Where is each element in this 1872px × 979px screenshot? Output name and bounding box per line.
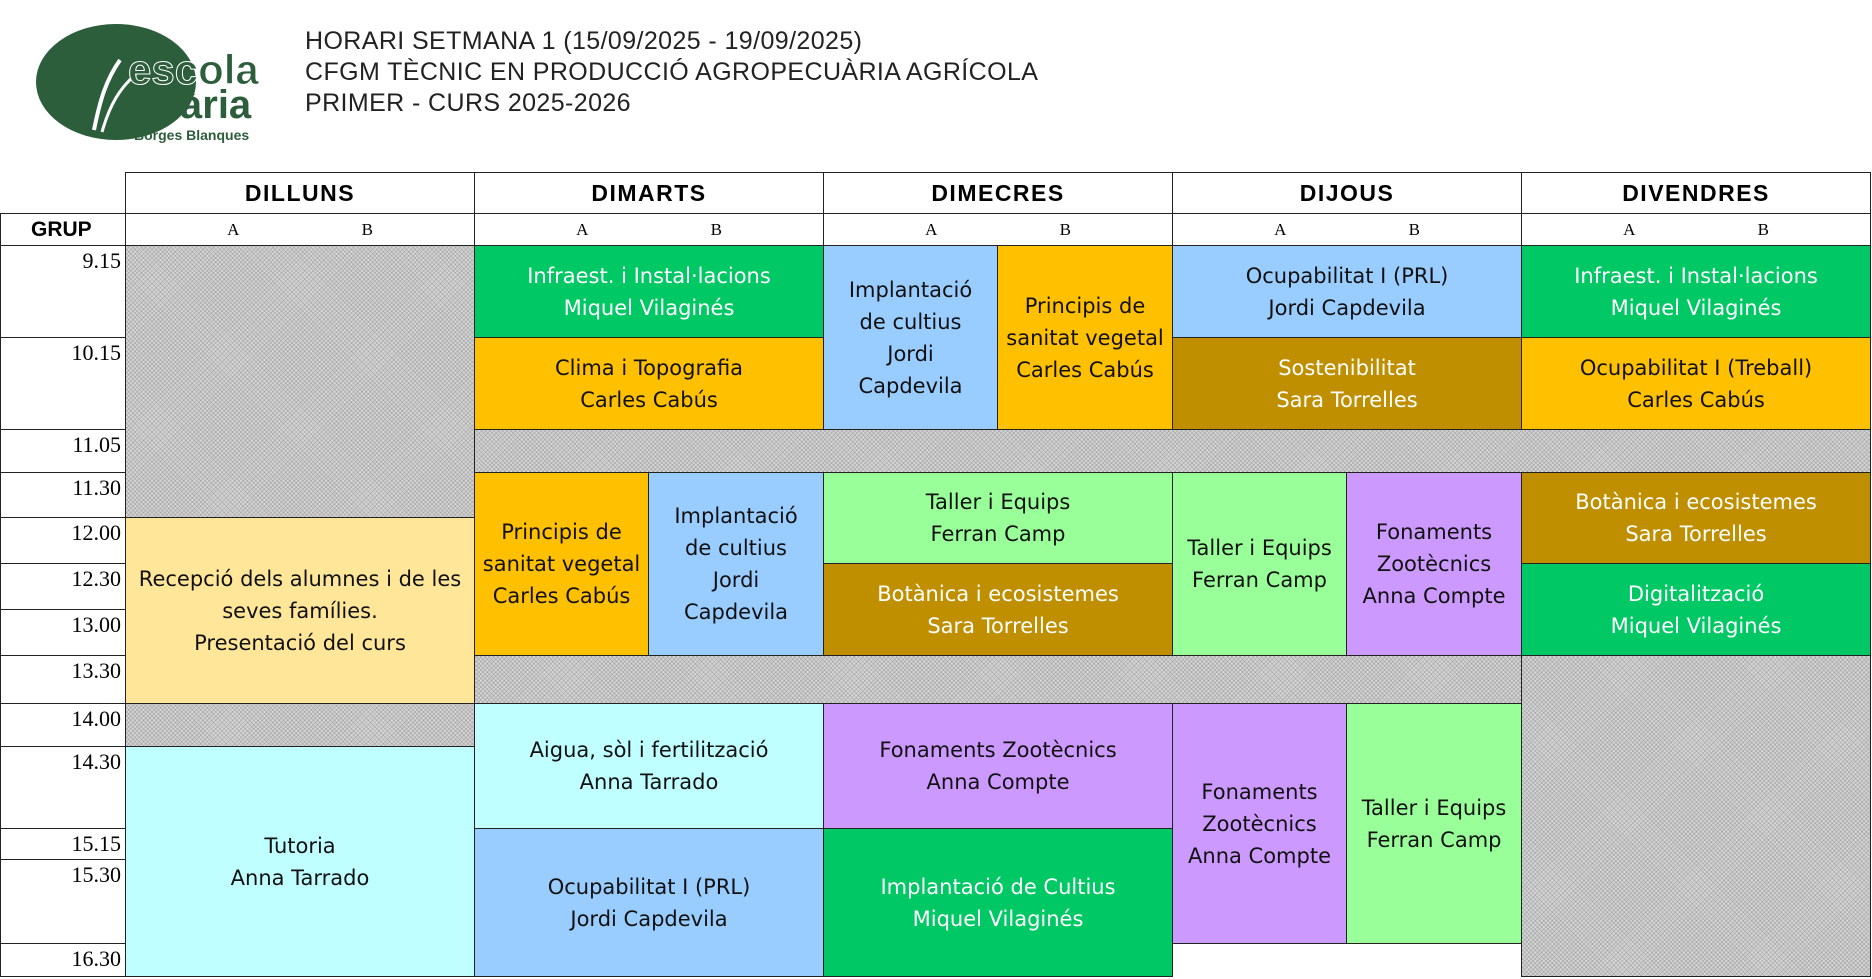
subject-line: Implantació [674, 504, 798, 528]
teacher-name: Jordi Capdevila [1268, 295, 1426, 320]
subject-name: Taller i Equips [925, 490, 1071, 514]
class-block-dv-ocup [1522, 338, 1871, 430]
subject-line: Fonaments [1375, 520, 1493, 544]
teacher-name: Jordi Capdevila [570, 906, 728, 931]
time-label: 10.15 [1, 338, 126, 430]
escola-agraria-logo [36, 12, 276, 144]
event-line: Presentació del curs [194, 630, 406, 655]
class-block-dl-recepcio [126, 518, 475, 704]
subject-name: Sostenibilitat [1278, 355, 1416, 380]
subject-name: Taller i Equips [1187, 536, 1332, 560]
time-label: 11.05 [1, 430, 126, 473]
group-labels-monday [126, 214, 475, 246]
day-header-monday: DILLUNS [126, 173, 475, 214]
group-labels-wednesday [824, 214, 1173, 246]
time-label: 13.30 [1, 656, 126, 704]
subject-line: Implantació [848, 277, 973, 302]
break-slot [475, 430, 1871, 473]
teacher-name: Ferran Camp [1366, 827, 1502, 852]
subject-name: Infraest. i Instal·lacions [1574, 263, 1818, 288]
class-block-dm-aigua [475, 704, 824, 829]
group-a-label: A [227, 219, 240, 239]
class-block-dx-botanica [824, 564, 1173, 656]
subject-name: Botànica i ecosistemes [1575, 490, 1817, 514]
day-header-thursday: DIJOUS [1173, 173, 1522, 214]
class-block-dm-principis [475, 473, 649, 656]
teacher-name: Anna Tarrado [579, 770, 719, 794]
group-a-label: A [1274, 219, 1287, 239]
class-block-dm-implantacio [649, 473, 824, 656]
group-b-label: B [710, 219, 722, 239]
class-block-dl-tutoria [126, 747, 475, 977]
subject-line: Zootècnics [1202, 811, 1317, 836]
class-block-dm-clima [475, 338, 824, 430]
group-a-label: A [925, 219, 938, 239]
time-label: 12.30 [1, 564, 126, 610]
teacher-name: Miquel Vilaginés [1610, 295, 1782, 320]
class-block-dx-fonaments [824, 704, 1173, 829]
time-label: 13.00 [1, 610, 126, 656]
teacher-name: Anna Compte [926, 770, 1070, 794]
class-block-dj-taller-pm [1347, 704, 1522, 944]
class-block-dm-ocup [475, 829, 824, 977]
group-labels-tuesday [475, 214, 824, 246]
class-block-dv-infraest [1522, 246, 1871, 338]
class-block-dx-implantacio [824, 246, 998, 430]
teacher-name: Anna Compte [1362, 584, 1506, 608]
class-block-dv-botanica [1522, 473, 1871, 564]
day-header-tuesday: DIMARTS [475, 173, 824, 214]
group-labels-friday [1522, 214, 1871, 246]
schedule-header [305, 26, 1038, 119]
time-label: 16.30 [1, 944, 126, 977]
teacher-name: Anna Tarrado [230, 865, 370, 890]
teacher-line: Jordi [887, 341, 934, 366]
grup-label: GRUP [1, 214, 126, 246]
day-header-wednesday: DIMECRES [824, 173, 1173, 214]
group-b-label: B [1408, 219, 1420, 239]
corner-cell [1, 173, 126, 214]
event-line: Recepció dels alumnes i de les [138, 566, 462, 591]
subject-line: Principis de [1024, 293, 1146, 318]
subject-name: Taller i Equips [1361, 795, 1507, 820]
course-year: PRIMER - CURS 2025-2026 [305, 89, 631, 117]
group-b-label: B [1059, 219, 1071, 239]
subject-name: Aigua, sòl i fertilització [529, 738, 769, 762]
class-block-dj-ocup [1173, 246, 1522, 338]
teacher-line: Capdevila [683, 600, 789, 624]
time-label: 14.30 [1, 747, 126, 829]
class-block-dv-digital [1522, 564, 1871, 656]
free-slot [126, 246, 475, 518]
subject-line: de cultius [685, 536, 787, 560]
teacher-name: Sara Torrelles [1276, 387, 1418, 412]
group-b-label: B [1757, 219, 1769, 239]
course-name: CFGM TÈCNIC EN PRODUCCIÓ AGROPECUÀRIA AGRÍCOLA [305, 58, 1039, 86]
class-block-dx-taller [824, 473, 1173, 564]
subject-line: Zootècnics [1376, 552, 1492, 576]
logo-text-line2: grària [140, 83, 252, 127]
teacher-name: Carles Cabús [1627, 387, 1765, 412]
teacher-name: Sara Torrelles [927, 613, 1069, 638]
teacher-name: Anna Compte [1188, 843, 1331, 868]
teacher-line: Capdevila [858, 373, 963, 398]
class-block-dx-implant-cultius [824, 829, 1173, 977]
teacher-name: Carles Cabús [1016, 357, 1154, 382]
subject-name: Clima i Topografia [554, 355, 744, 380]
time-label: 15.30 [1, 860, 126, 944]
group-b-label: B [361, 219, 373, 239]
subject-name: Ocupabilitat I (PRL) [547, 874, 751, 899]
subject-name: Infraest. i Instal·lacions [527, 263, 771, 288]
teacher-name: Sara Torrelles [1625, 522, 1767, 546]
logo-text-line3: Borges Blanques [134, 127, 250, 143]
time-label: 15.15 [1, 829, 126, 860]
time-label: 9.15 [1, 246, 126, 338]
teacher-line: Jordi [712, 568, 760, 592]
time-label: 12.00 [1, 518, 126, 564]
subject-name: Ocupabilitat I (Treball) [1579, 355, 1813, 380]
teacher-name: Miquel Vilaginés [912, 906, 1084, 931]
subject-name: Fonaments Zootècnics [879, 738, 1117, 762]
class-block-dj-fonaments [1347, 473, 1522, 656]
class-block-dj-fonaments-pm [1173, 704, 1347, 944]
teacher-name: Miquel Vilaginés [563, 295, 735, 320]
schedule-title: HORARI SETMANA 1 (15/09/2025 - 19/09/2025) [305, 27, 863, 55]
subject-name: Ocupabilitat I (PRL) [1245, 263, 1449, 288]
subject-line: sanitat vegetal [1006, 325, 1164, 350]
teacher-name: Ferran Camp [1192, 568, 1327, 592]
logo-text-line1: escola [128, 46, 259, 93]
subject-line: de cultius [859, 309, 962, 334]
class-block-dx-principis [998, 246, 1173, 430]
class-block-dm-infraest [475, 246, 824, 338]
event-line: seves famílies. [222, 598, 378, 623]
teacher-name: Carles Cabús [580, 387, 718, 412]
day-header-friday: DIVENDRES [1522, 173, 1871, 214]
lunch-break-slot [475, 656, 1522, 704]
group-a-label: A [1623, 219, 1636, 239]
teacher-name: Miquel Vilaginés [1610, 613, 1782, 638]
free-slot-friday-pm [1522, 656, 1871, 977]
subject-name: Tutoria [264, 833, 336, 858]
subject-line: Principis de [501, 520, 622, 544]
class-block-dj-sost [1173, 338, 1522, 430]
group-a-label: A [576, 219, 589, 239]
free-slot [126, 704, 475, 747]
group-labels-thursday [1173, 214, 1522, 246]
teacher-name: Ferran Camp [930, 522, 1066, 546]
class-block-dj-taller [1173, 473, 1347, 656]
schedule-table [0, 172, 1871, 977]
subject-name: Implantació de Cultius [880, 874, 1116, 899]
time-label: 14.00 [1, 704, 126, 747]
time-label: 11.30 [1, 473, 126, 518]
subject-name: Digitalització [1627, 581, 1765, 606]
subject-name: Botànica i ecosistemes [877, 581, 1119, 606]
teacher-name: Carles Cabús [492, 584, 631, 608]
subject-line: sanitat vegetal [482, 552, 641, 576]
subject-line: Fonaments [1201, 779, 1318, 804]
